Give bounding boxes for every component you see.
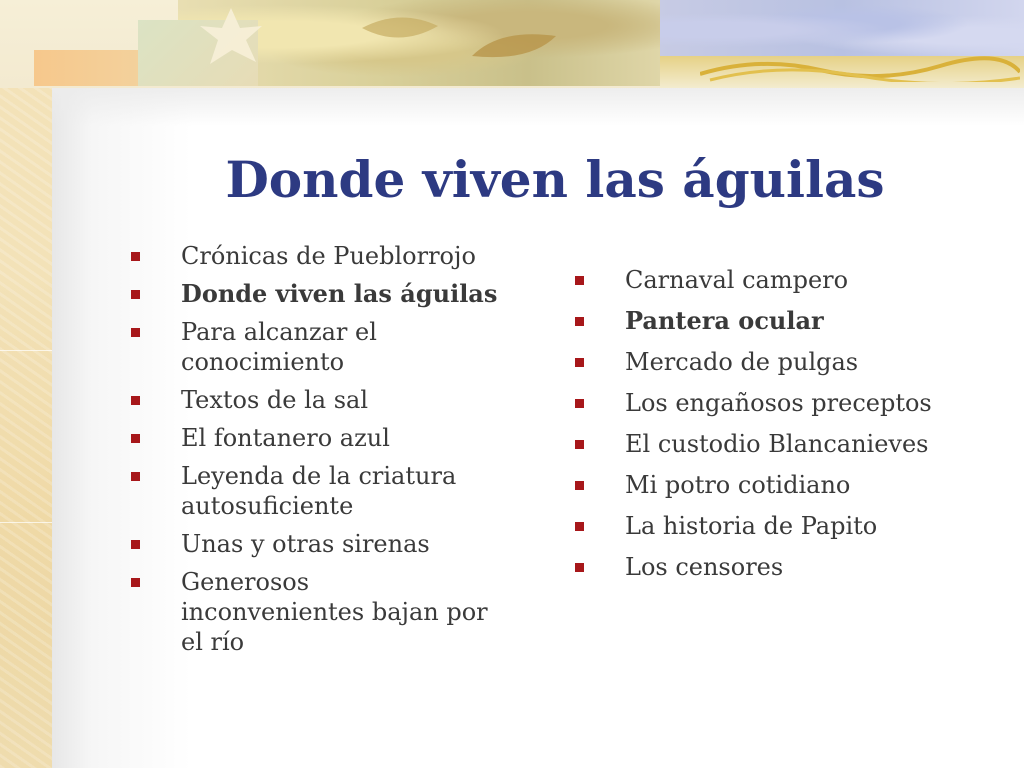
- divider: [0, 350, 52, 351]
- square-bullet-icon: [131, 578, 140, 587]
- list-item-text: Unas y otras sirenas: [181, 530, 430, 558]
- square-bullet-icon: [575, 440, 584, 449]
- square-bullet-icon: [575, 276, 584, 285]
- list-item: [572, 306, 1002, 336]
- square-bullet-icon: [131, 434, 140, 443]
- divider: [0, 522, 52, 523]
- list-item-text: inconvenientes bajan por: [181, 598, 488, 626]
- banner-sky-image: [660, 0, 1024, 60]
- list-item-text: Pantera ocular: [625, 306, 824, 335]
- list-item: [128, 423, 548, 453]
- list-item: [572, 511, 1002, 541]
- decorative-banner: [0, 0, 1024, 88]
- list-item-text: El custodio Blancanieves: [625, 430, 929, 458]
- list-item: [128, 461, 548, 521]
- square-bullet-icon: [575, 317, 584, 326]
- square-bullet-icon: [131, 540, 140, 549]
- list-item-text: Leyenda de la criatura: [181, 462, 457, 490]
- list-item-text: Los censores: [625, 553, 784, 581]
- list-item: [572, 265, 1002, 295]
- list-item: [128, 567, 548, 657]
- list-item: [572, 470, 1002, 500]
- list-item-text: el río: [181, 628, 245, 656]
- square-bullet-icon: [575, 522, 584, 531]
- square-bullet-icon: [131, 472, 140, 481]
- list-item-text: autosuficiente: [181, 492, 354, 520]
- list-item: [572, 388, 1002, 418]
- list-item-text: Los engañosos preceptos: [625, 389, 932, 417]
- list-item-text: conocimiento: [181, 348, 345, 376]
- banner-color-block: [34, 50, 140, 86]
- list-item-text: Carnaval campero: [625, 266, 849, 294]
- list-item: [128, 529, 548, 559]
- list-item-text: Donde viven las águilas: [181, 279, 498, 308]
- list-item-text: La historia de Papito: [625, 512, 878, 540]
- list-item-text: Mercado de pulgas: [625, 348, 859, 376]
- square-bullet-icon: [575, 358, 584, 367]
- right-bullet-list: [572, 265, 1002, 593]
- square-bullet-icon: [131, 290, 140, 299]
- leaf-icon: [470, 26, 560, 72]
- list-item-text: El fontanero azul: [181, 424, 390, 452]
- list-item: [572, 347, 1002, 377]
- list-item: [128, 385, 548, 415]
- square-bullet-icon: [575, 563, 584, 572]
- list-item: [128, 317, 548, 377]
- grass-icon: [700, 52, 1020, 82]
- square-bullet-icon: [131, 252, 140, 261]
- list-item-text: Mi potro cotidiano: [625, 471, 851, 499]
- list-item-text: Generosos: [181, 568, 310, 596]
- parchment-strip: [0, 0, 52, 768]
- slide-title: Donde viven las águilas: [225, 150, 885, 209]
- list-item: [128, 279, 548, 309]
- list-item: [128, 241, 548, 271]
- list-item-text: Crónicas de Pueblorrojo: [181, 242, 476, 270]
- leaf-icon: [196, 6, 266, 68]
- list-item-text: Textos de la sal: [181, 386, 369, 414]
- leaf-icon: [360, 8, 440, 48]
- square-bullet-icon: [575, 481, 584, 490]
- left-bullet-list: [128, 241, 548, 665]
- list-item: [572, 552, 1002, 582]
- square-bullet-icon: [575, 399, 584, 408]
- square-bullet-icon: [131, 396, 140, 405]
- panel-shadow: [52, 86, 1024, 126]
- list-item-text: Para alcanzar el: [181, 318, 377, 346]
- square-bullet-icon: [131, 328, 140, 337]
- list-item: [572, 429, 1002, 459]
